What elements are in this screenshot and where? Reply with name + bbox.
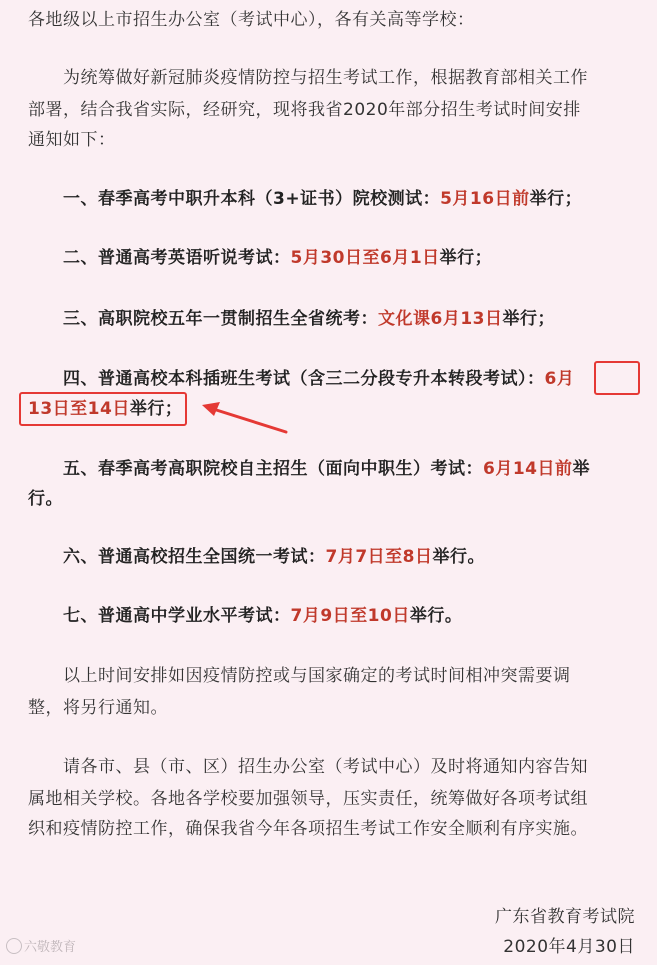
item-suffix: 举行； — [439, 248, 493, 268]
item-suffix: 举行。 — [409, 606, 463, 626]
item-label: 二、普通高考英语听说考试： — [63, 248, 291, 268]
item-date: 5月30日至6月1日 — [290, 248, 440, 268]
item-label: 四、普通高校本科插班生考试（含三二分段专升本转段考试）： — [63, 369, 545, 389]
item-date-part2: 13日至14日 — [28, 399, 130, 419]
item-label: 五、春季高考高职院校自主招生（面向中职生）考试： — [63, 459, 483, 479]
item-suffix: 举行； — [502, 309, 555, 329]
note-line-1: 以上时间安排如因疫情防控或与国家确定的考试时间相冲突需要调 — [63, 666, 571, 686]
list-item — [63, 455, 590, 483]
signature-date: 2020年4月30日 — [503, 937, 635, 957]
signature-org: 广东省教育考试院 — [495, 907, 635, 927]
intro-line-3: 通知如下： — [28, 130, 116, 150]
note-line-2: 整，将另行通知。 — [28, 698, 168, 718]
item-suffix: 举行。 — [432, 547, 485, 567]
list-item — [63, 602, 462, 630]
item-suffix: 举行； — [529, 189, 583, 209]
request-line-1: 请各市、县（市、区）招生办公室（考试中心）及时将通知内容告知 — [63, 757, 588, 777]
watermark-text: 六敬教育 — [24, 940, 77, 955]
watermark — [6, 936, 76, 960]
intro-line-2: 部署，结合我省实际，经研究，现将我省2020年部分招生考试时间安排 — [28, 100, 581, 120]
list-item — [63, 305, 555, 333]
watermark-logo-icon — [6, 938, 22, 954]
list-item — [63, 244, 492, 272]
item-date: 7月7日至8日 — [325, 547, 433, 567]
highlight-box-bottom — [19, 392, 187, 426]
arrow-icon — [200, 398, 300, 438]
item-date: 6月14日前 — [483, 459, 573, 479]
request-line-2: 属地相关学校。各地各学校要加强领导，压实责任，统筹做好各项考试组 — [28, 789, 588, 809]
salutation: 各地级以上市招生办公室（考试中心），各有关高等学校： — [28, 10, 475, 30]
highlight-box-top — [594, 361, 640, 395]
intro-line-1: 为统筹做好新冠肺炎疫情防控与招生考试工作，根据教育部相关工作 — [63, 68, 588, 88]
item-suffix-part1: 举 — [572, 459, 590, 479]
item-date: 5月16日前 — [440, 189, 530, 209]
item-label: 三、高职院校五年一贯制招生全省统考： — [63, 309, 378, 329]
list-item — [63, 543, 485, 571]
item-suffix-part2: 行。 — [28, 489, 63, 509]
list-item-highlighted — [63, 365, 574, 393]
item-date: 7月9日至10日 — [290, 606, 410, 626]
item-label: 七、普通高中学业水平考试： — [63, 606, 291, 626]
item-suffix: 举行； — [129, 399, 183, 419]
list-item-continued — [28, 485, 63, 513]
item-label: 一、春季高考中职升本科（3+证书）院校测试： — [63, 189, 441, 209]
item-label: 六、普通高校招生全国统一考试： — [63, 547, 326, 567]
item-date: 文化课6月13日 — [378, 309, 503, 329]
request-line-3: 织和疫情防控工作，确保我省今年各项招生考试工作安全顺利有序实施。 — [28, 819, 588, 839]
item-date-part1: 6月 — [544, 369, 575, 389]
list-item — [63, 185, 582, 213]
